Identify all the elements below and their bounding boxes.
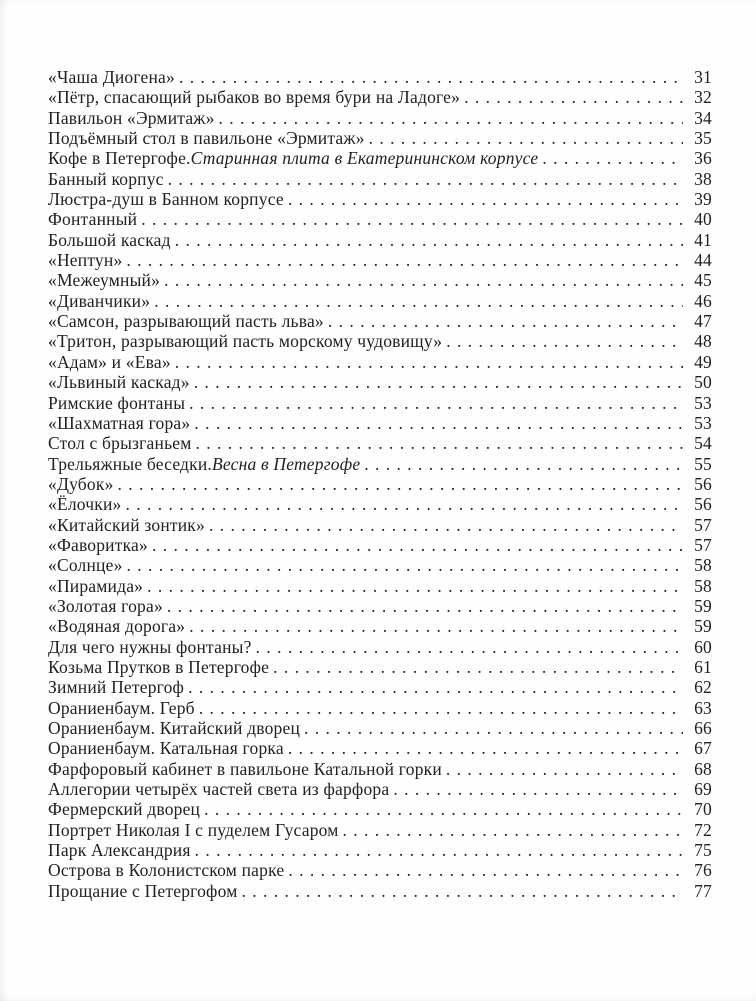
toc-dot-leader: [148, 535, 683, 555]
toc-row: [48, 372, 712, 392]
toc-dot-leader: [252, 637, 683, 657]
toc-row: [48, 535, 712, 555]
toc-page-number: 55: [694, 453, 712, 474]
toc-dot-leader: [143, 576, 683, 596]
toc-entry-title: «Китайский зонтик»: [48, 514, 205, 535]
toc-dot-leader: [163, 596, 683, 616]
toc-entry-title: «Шахматная гора»: [48, 412, 191, 433]
toc-page-number: 58: [694, 555, 712, 576]
toc-page-number: 49: [694, 351, 712, 372]
toc-row: [48, 108, 712, 128]
toc-row: [48, 148, 712, 168]
toc-entry-title: «Дубок»: [48, 473, 114, 494]
toc-entry-title: Большой каскад: [48, 229, 171, 250]
toc-dot-leader: [365, 128, 683, 148]
toc-entry-title: «Самсон, разрывающий пасть льва»: [48, 311, 324, 332]
toc-dot-leader: [442, 759, 683, 779]
toc-page-number: 38: [694, 168, 712, 189]
toc-dot-leader: [238, 881, 684, 901]
toc-page-number: 34: [694, 107, 712, 128]
toc-dot-leader: [122, 250, 683, 270]
toc-entry-subtitle-italic: Весна в Петергофе: [212, 453, 361, 474]
toc-dot-leader: [184, 677, 683, 697]
toc-dot-leader: [269, 657, 683, 677]
toc-page-number: 70: [694, 799, 712, 820]
toc-entry-title: Зимний Петергоф: [48, 677, 185, 698]
toc-dot-leader: [191, 840, 683, 860]
toc-page-number: 59: [694, 595, 712, 616]
toc-entry-title: «Солнце»: [48, 555, 123, 576]
toc-page-number: 53: [694, 412, 712, 433]
toc-entry-title: «Пётр, спасающий рыбаков во время бури на Ладоге»: [48, 87, 461, 108]
toc-dot-leader: [164, 169, 683, 189]
toc-page-number: 59: [694, 616, 712, 637]
toc-entry-title: Римские фонтаны: [48, 392, 186, 413]
toc-page-number: 48: [694, 331, 712, 352]
toc-row: [48, 352, 712, 372]
toc-dot-leader: [171, 230, 683, 250]
toc-dot-leader: [190, 372, 683, 392]
toc-row: [48, 331, 712, 351]
toc-dot-leader: [195, 698, 683, 718]
toc-entry-title: «Пирамида»: [48, 575, 144, 596]
toc-entry-title: «Чаша Диогена»: [48, 67, 175, 87]
toc-dot-leader: [137, 209, 683, 229]
toc-page-number: 62: [694, 677, 712, 698]
toc-entry-title: Подъёмный стол в павильоне «Эрмитаж»: [48, 128, 365, 149]
toc-page-number: 44: [694, 250, 712, 271]
toc-dot-leader: [114, 474, 683, 494]
toc-entry-title: Трельяжные беседки.: [48, 453, 213, 474]
toc-page-number: 57: [694, 514, 712, 535]
toc-page-number: 35: [694, 128, 712, 149]
toc-dot-leader: [171, 352, 683, 372]
toc-page-number: 31: [694, 67, 712, 87]
toc-dot-leader: [284, 860, 683, 880]
toc-page-number: 60: [694, 636, 712, 657]
toc-entry-title: Павильон «Эрмитаж»: [48, 107, 215, 128]
toc-row: [48, 738, 712, 758]
toc-dot-leader: [538, 148, 683, 168]
toc-row: [48, 189, 712, 209]
toc-page-number: 39: [694, 189, 712, 210]
toc-page-number: 32: [694, 87, 712, 108]
toc-entry-title: Банный корпус: [48, 168, 164, 189]
toc-entry-title: Фонтанный: [48, 209, 138, 230]
toc-row: [48, 759, 712, 779]
toc-page-number: 75: [694, 840, 712, 861]
toc-page-number: 45: [694, 270, 712, 291]
toc-row: [48, 474, 712, 494]
toc-dot-leader: [190, 413, 683, 433]
toc-page-number: 58: [694, 575, 712, 596]
toc-row: [48, 209, 712, 229]
toc-dot-leader: [175, 67, 683, 87]
toc-entry-title: Козьма Прутков в Петергофе: [48, 656, 270, 677]
table-of-contents: [48, 67, 712, 901]
toc-row: [48, 576, 712, 596]
toc-page-number: 67: [694, 738, 712, 759]
toc-page-number: 66: [694, 718, 712, 738]
toc-entry-title: «Львиный каскад»: [48, 372, 190, 393]
toc-page-number: 36: [694, 148, 712, 169]
toc-dot-leader: [460, 87, 683, 107]
toc-page-number: 47: [694, 311, 712, 332]
toc-dot-leader: [150, 291, 683, 311]
toc-entry-title: «Межеумный»: [48, 270, 161, 291]
toc-row: [48, 454, 712, 474]
toc-page-number: 77: [694, 880, 712, 901]
toc-row: [48, 311, 712, 331]
toc-entry-title: «Золотая гора»: [48, 595, 163, 616]
toc-page-number: 41: [694, 229, 712, 250]
toc-entry-title: Ораниенбаум. Катальная горка: [48, 738, 284, 759]
toc-row: [48, 169, 712, 189]
toc-dot-leader: [215, 108, 683, 128]
toc-entry-title: «Адам» и «Ева»: [48, 351, 171, 372]
toc-page-number: 68: [694, 758, 712, 779]
toc-entry-title: Для чего нужны фонтаны?: [48, 636, 252, 657]
toc-page-number: 40: [694, 209, 712, 230]
toc-page-number: 53: [694, 392, 712, 413]
toc-row: [48, 515, 712, 535]
toc-row: [48, 128, 712, 148]
toc-row: [48, 657, 712, 677]
toc-row: [48, 881, 712, 901]
toc-row: [48, 291, 712, 311]
toc-dot-leader: [284, 738, 683, 758]
toc-entry-title: «Нептун»: [48, 250, 123, 271]
toc-entry-title: Острова в Колонистском парке: [48, 860, 285, 881]
toc-page-number: 76: [694, 860, 712, 881]
toc-entry-title: «Диванчики»: [48, 290, 151, 311]
toc-page-number: 63: [694, 697, 712, 718]
toc-page-number: 61: [694, 656, 712, 677]
toc-dot-leader: [122, 494, 684, 514]
toc-page-number: 69: [694, 779, 712, 800]
toc-row: [48, 413, 712, 433]
toc-row: [48, 637, 712, 657]
toc-row: [48, 250, 712, 270]
toc-page-number: 56: [694, 494, 712, 515]
toc-entry-title: Люстра-душ в Банном корпусе: [48, 189, 284, 210]
toc-dot-leader: [324, 311, 683, 331]
toc-row: [48, 860, 712, 880]
toc-entry-title: Аллегории четырёх частей света из фарфора: [48, 779, 390, 800]
toc-entry-title: Прощание с Петергофом: [48, 880, 238, 901]
toc-entry-title: Кофе в Петергофе.: [48, 148, 191, 169]
toc-dot-leader: [389, 779, 683, 799]
toc-row: [48, 718, 712, 738]
toc-dot-leader: [123, 555, 683, 575]
toc-row: [48, 840, 712, 860]
toc-page-number: 54: [694, 433, 712, 454]
toc-row: [48, 820, 712, 840]
toc-entry-title: Ораниенбаум. Герб: [48, 697, 195, 718]
toc-entry-title: Парк Александрия: [48, 840, 191, 861]
toc-entry-title: Ораниенбаум. Китайский дворец: [48, 718, 301, 738]
toc-dot-leader: [442, 331, 683, 351]
toc-row: [48, 230, 712, 250]
toc-page-number: 50: [694, 372, 712, 393]
toc-row: [48, 494, 712, 514]
toc-entry-title: «Фаворитка»: [48, 534, 148, 555]
toc-entry-title: Стол с брызганьем: [48, 433, 192, 454]
toc-row: [48, 698, 712, 718]
toc-row: [48, 270, 712, 290]
toc-dot-leader: [284, 189, 683, 209]
toc-entry-title: «Водяная дорога»: [48, 616, 186, 637]
toc-dot-leader: [360, 454, 683, 474]
toc-row: [48, 87, 712, 107]
toc-row: [48, 779, 712, 799]
toc-entry-title: Фермерский дворец: [48, 799, 201, 820]
toc-row: [48, 393, 712, 413]
toc-entry-title: «Ёлочки»: [48, 494, 122, 515]
toc-page-number: 56: [694, 473, 712, 494]
toc-dot-leader: [339, 820, 683, 840]
toc-page-number: 46: [694, 290, 712, 311]
toc-row: [48, 596, 712, 616]
toc-row: [48, 555, 712, 575]
toc-page-number: 57: [694, 534, 712, 555]
toc-dot-leader: [160, 270, 683, 290]
toc-row: [48, 677, 712, 697]
toc-entry-title: Фарфоровый кабинет в павильоне Катальной горки: [48, 758, 442, 779]
toc-row: [48, 433, 712, 453]
toc-entry-title: Портрет Николая I с пуделем Гусаром: [48, 819, 339, 840]
toc-dot-leader: [300, 718, 683, 738]
toc-dot-leader: [185, 393, 683, 413]
toc-dot-leader: [200, 799, 683, 819]
toc-entry-subtitle-italic: Старинная плита в Екатерининском корпусе: [190, 148, 539, 169]
toc-row: [48, 67, 712, 87]
toc-dot-leader: [192, 433, 684, 453]
toc-page-number: 72: [694, 819, 712, 840]
toc-dot-leader: [205, 515, 683, 535]
toc-dot-leader: [185, 616, 683, 636]
toc-row: [48, 616, 712, 636]
toc-entry-title: «Тритон, разрывающий пасть морскому чудовищу»: [48, 331, 443, 352]
toc-row: [48, 799, 712, 819]
